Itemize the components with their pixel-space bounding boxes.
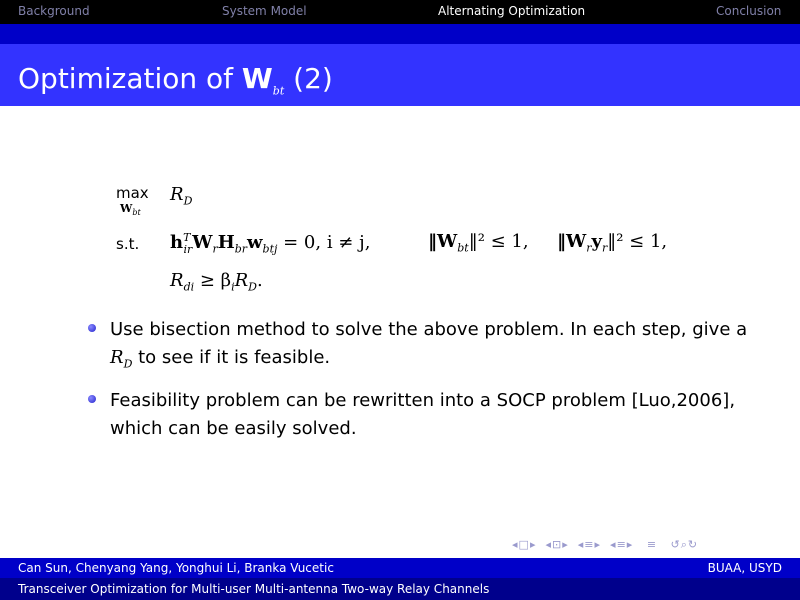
section-navigation <box>0 0 800 24</box>
nav-item-conclusion[interactable]: Conclusion <box>716 4 782 18</box>
nav-forward-icon[interactable]: ↻ <box>687 538 699 551</box>
footer-institutions: BUAA, USYD <box>707 561 782 575</box>
title-suffix: (2) <box>284 62 333 95</box>
title-sub: bt <box>272 84 285 98</box>
footer-title-bar <box>0 578 800 600</box>
bullet-item: Feasibility problem can be rewritten into a SOCP problem [Luo,2006], which can be easily solved. <box>88 387 768 443</box>
nav-back-icon[interactable]: ↺ <box>670 538 681 551</box>
nav-frame-icon[interactable]: □ <box>518 538 530 551</box>
nav-section-icon[interactable]: ≡ <box>584 538 595 551</box>
beamer-navigation-symbols[interactable] <box>512 538 698 552</box>
objective: $R_D$ <box>170 184 193 208</box>
max-variable: $W_{bt}$ <box>120 202 141 218</box>
constraint-rate: $R_{di} \ge \beta_iR_D$. <box>170 270 263 294</box>
nav-subsection-icon[interactable]: ⊡ <box>552 538 563 551</box>
nav-subsection-prev-icon[interactable]: ◂ <box>545 538 552 551</box>
frame-title <box>18 62 333 98</box>
nav-item-system-model[interactable]: System Model <box>222 4 307 18</box>
nav-search-icon[interactable]: ⌕ <box>680 538 688 551</box>
bullet-dot-icon <box>88 395 96 403</box>
nav-frame-next-icon[interactable]: ▸ <box>529 538 537 551</box>
nav-subsection-next-icon[interactable]: ▸ <box>562 538 569 551</box>
title-prefix: Optimization of <box>18 62 242 95</box>
nav-appendix-icon[interactable]: ≡ <box>646 538 658 551</box>
nav-item-background[interactable]: Background <box>18 4 90 18</box>
bullet-item: Use bisection method to solve the above problem. In each step, give a $R_D$ to see if it is feasible. <box>88 316 768 379</box>
nav-doc-next-icon[interactable]: ▸ <box>626 538 634 551</box>
footer-author-bar <box>0 558 800 578</box>
footer-talk-title: Transceiver Optimization for Multi-user Multi-antenna Two-way Relay Channels <box>18 582 490 596</box>
nav-doc-icon[interactable]: ≡ <box>616 538 627 551</box>
constraint-power-relay: $‖W_ry_r‖^2 \le 1$, <box>557 231 668 255</box>
nav-frame-prev-icon[interactable]: ◂ <box>512 538 519 551</box>
nav-item-alternating-optimization[interactable]: Alternating Optimization <box>438 4 586 18</box>
nav-section-next-icon[interactable]: ▸ <box>594 538 602 551</box>
st-label: s.t. <box>116 235 140 253</box>
nav-doc-prev-icon[interactable]: ◂ <box>610 538 617 551</box>
bullet-list <box>88 316 768 451</box>
subsection-bar <box>0 24 800 44</box>
footer-authors: Can Sun, Chenyang Yang, Yonghui Li, Branka Vucetic <box>18 561 334 575</box>
title-W: W <box>241 62 273 95</box>
constraint-zero-forcing: $h^T_{ir}W_rH_{br}w_{btj} = 0$, i ≠ j, <box>170 231 371 256</box>
bullet-dot-icon <box>88 324 96 332</box>
max-label: max <box>116 184 149 202</box>
nav-section-prev-icon[interactable]: ◂ <box>577 538 585 551</box>
constraint-power-bt: $‖W_{bt}‖^2 \le 1$, <box>428 231 529 255</box>
